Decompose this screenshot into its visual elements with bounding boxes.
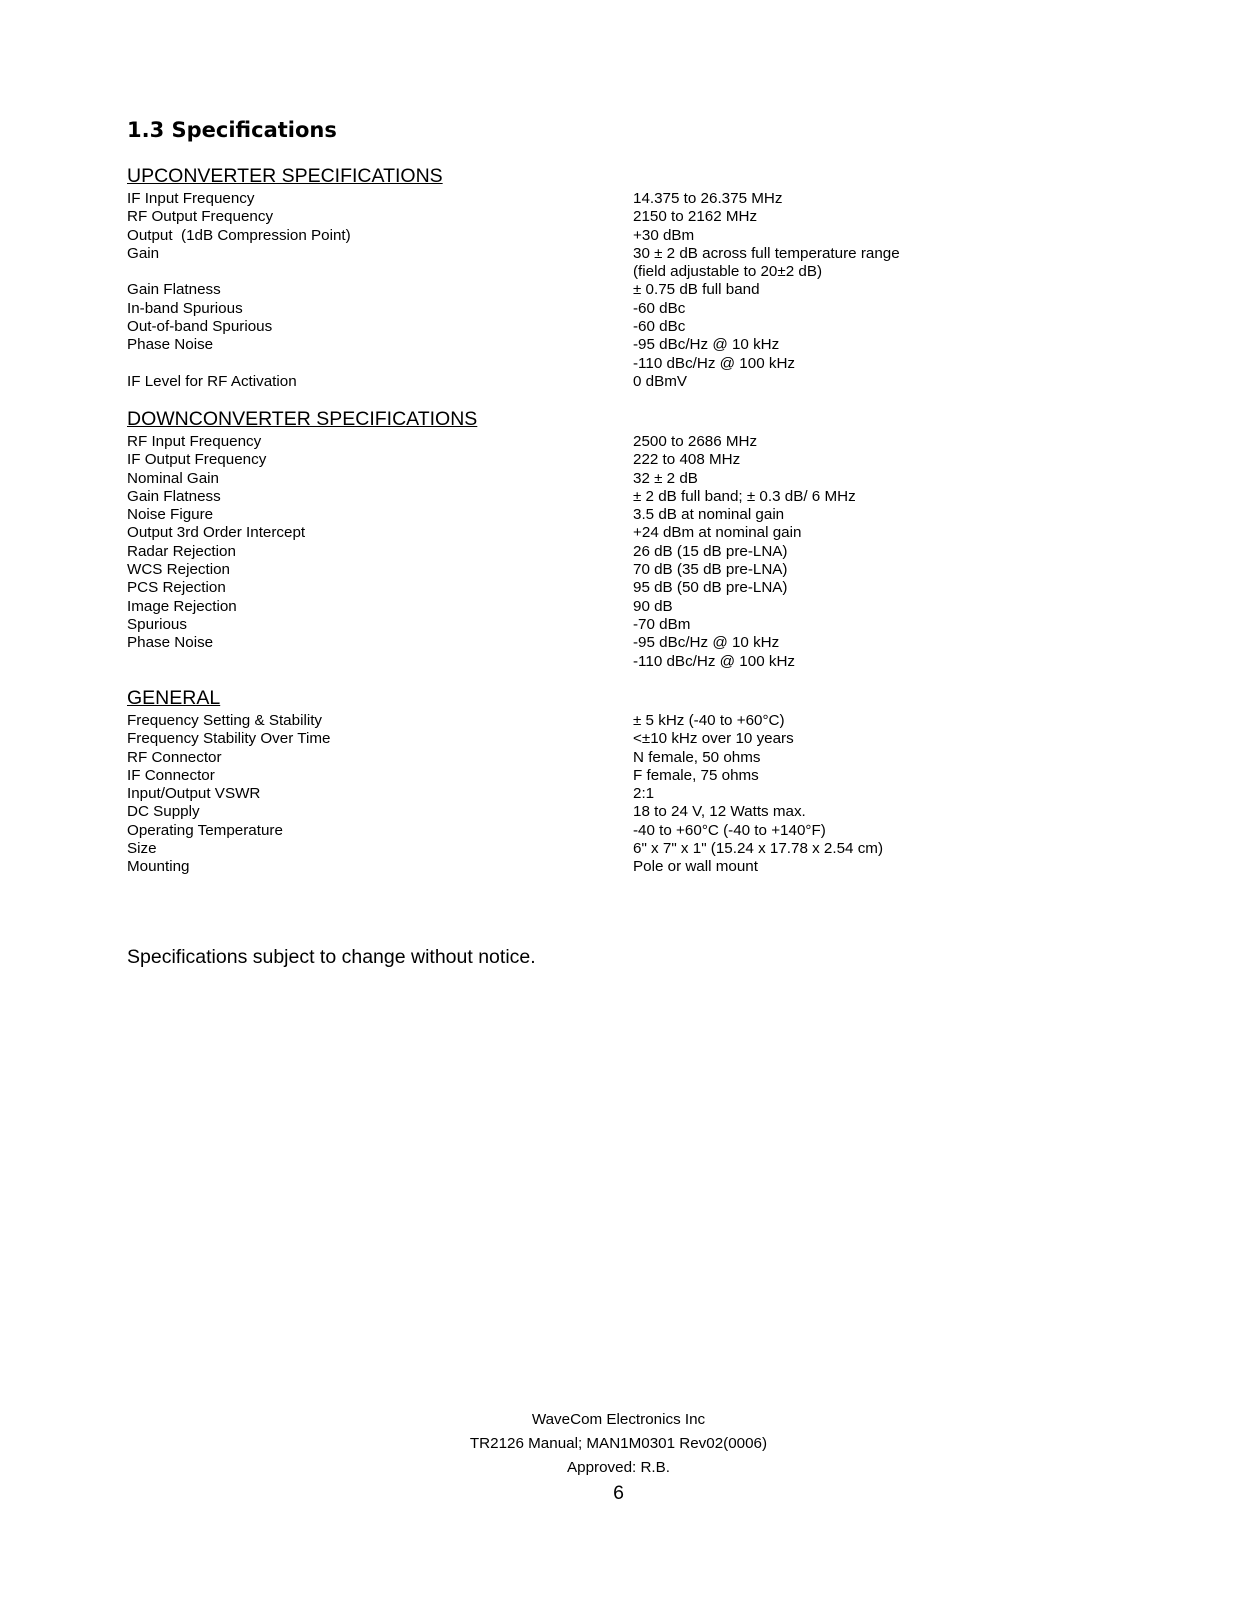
spec-value: ± 5 kHz (-40 to +60°C): [633, 712, 785, 729]
downconverter-section: [127, 407, 987, 671]
spec-row: [127, 506, 987, 524]
spec-row: [127, 227, 987, 245]
footer-approved: Approved: R.B.: [567, 1459, 670, 1476]
spec-value: 26 dB (15 dB pre-LNA): [633, 542, 788, 560]
spec-label: Nominal Gain: [127, 469, 220, 487]
spec-value: +24 dBm at nominal gain: [633, 524, 802, 542]
general-heading: GENERAL: [127, 687, 221, 709]
spec-label: Gain Flatness: [127, 281, 221, 299]
spec-row: [127, 208, 987, 226]
spec-value: 90 dB: [633, 597, 673, 615]
spec-value: F female, 75 ohms: [633, 766, 759, 784]
spec-label: PCS Rejection: [127, 579, 226, 597]
spec-row: [127, 543, 987, 561]
spec-row: [127, 245, 987, 282]
spec-row: [127, 433, 987, 451]
spec-label: RF Output Frequency: [127, 208, 274, 226]
spec-row: [127, 767, 987, 785]
spec-value: 70 dB (35 dB pre-LNA): [633, 561, 788, 579]
spec-label: Output (1dB Compression Point): [127, 226, 351, 244]
spec-value: 95 dB (50 dB pre-LNA): [633, 579, 788, 597]
upconverter-heading: UPCONVERTER SPECIFICATIONS: [127, 165, 443, 187]
spec-label: IF Connector: [127, 766, 215, 784]
spec-value: 222 to 408 MHz: [633, 451, 741, 469]
spec-value: 2:1: [633, 785, 655, 803]
spec-row: [127, 561, 987, 579]
spec-row: [127, 634, 987, 671]
spec-value: <±10 kHz over 10 years: [633, 730, 794, 748]
spec-label: Input/Output VSWR: [127, 785, 261, 803]
spec-label: Out-of-band Spurious: [127, 318, 273, 336]
page-number: 6: [613, 1482, 624, 1504]
spec-row: [127, 318, 987, 336]
spec-value: ± 2 dB full band; ± 0.3 dB/ 6 MHz: [633, 487, 856, 505]
spec-value: -60 dBc: [633, 318, 686, 336]
spec-row: [127, 730, 987, 748]
spec-value: 2150 to 2162 MHz: [633, 208, 758, 226]
spec-value: -95 dBc/Hz @ 10 kHz -110 dBc/Hz @ 100 kHz: [633, 336, 796, 372]
spec-label: Size: [127, 840, 157, 858]
spec-value: N female, 50 ohms: [633, 748, 761, 766]
spec-row: [127, 470, 987, 488]
spec-value: 2500 to 2686 MHz: [633, 433, 758, 450]
spec-row: [127, 712, 987, 730]
spec-value: -70 dBm: [633, 615, 691, 633]
spec-row: [127, 598, 987, 616]
spec-label: Image Rejection: [127, 597, 237, 615]
spec-label: IF Input Frequency: [127, 190, 255, 207]
spec-row: [127, 524, 987, 542]
spec-value: ± 0.75 dB full band: [633, 281, 760, 299]
spec-row: [127, 749, 987, 767]
spec-label: RF Connector: [127, 748, 222, 766]
spec-value: -40 to +60°C (-40 to +140°F): [633, 821, 826, 839]
spec-label: Mounting: [127, 858, 190, 876]
spec-row: [127, 451, 987, 469]
spec-row: [127, 336, 987, 373]
spec-row: [127, 785, 987, 803]
spec-label: Frequency Stability Over Time: [127, 730, 331, 748]
spec-label: Phase Noise: [127, 336, 214, 354]
spec-label: WCS Rejection: [127, 561, 230, 579]
spec-row: [127, 190, 987, 208]
spec-row: [127, 579, 987, 597]
spec-value: 0 dBmV: [633, 372, 688, 390]
spec-row: [127, 616, 987, 634]
spec-label: Operating Temperature: [127, 821, 283, 839]
notice-text: Specifications subject to change without notice.: [127, 946, 536, 968]
spec-value: -95 dBc/Hz @ 10 kHz -110 dBc/Hz @ 100 kHz: [633, 634, 796, 670]
spec-label: IF Level for RF Activation: [127, 372, 297, 390]
spec-row: [127, 858, 987, 876]
spec-row: [127, 840, 987, 858]
spec-value: +30 dBm: [633, 226, 695, 244]
spec-row: [127, 822, 987, 840]
spec-value: 18 to 24 V, 12 Watts max.: [633, 803, 806, 821]
spec-value: -60 dBc: [633, 299, 686, 317]
spec-row: [127, 281, 987, 299]
spec-label: IF Output Frequency: [127, 451, 267, 469]
spec-row: [127, 373, 987, 391]
spec-label: Gain Flatness: [127, 487, 221, 505]
spec-label: Radar Rejection: [127, 542, 236, 560]
spec-value: 32 ± 2 dB: [633, 469, 698, 487]
footer-company: WaveCom Electronics Inc: [531, 1411, 706, 1428]
spec-row: [127, 803, 987, 821]
page-title: 1.3 Specifications: [127, 118, 337, 142]
spec-label: Spurious: [127, 615, 187, 633]
spec-label: In-band Spurious: [127, 299, 243, 317]
spec-value: 30 ± 2 dB across full temperature range (field adjustable to 20±2 dB): [633, 244, 900, 281]
spec-label: Noise Figure: [127, 506, 214, 524]
spec-row: [127, 300, 987, 318]
spec-value: Pole or wall mount: [633, 858, 758, 876]
general-section: [127, 686, 987, 877]
downconverter-heading: DOWNCONVERTER SPECIFICATIONS: [127, 408, 478, 430]
spec-value: 14.375 to 26.375 MHz: [633, 190, 783, 207]
upconverter-section: [127, 164, 987, 391]
spec-row: [127, 488, 987, 506]
footer-manual: TR2126 Manual; MAN1M0301 Rev02(0006): [469, 1435, 768, 1452]
spec-label: Gain: [127, 244, 160, 262]
spec-label: Output 3rd Order Intercept: [127, 524, 306, 542]
spec-label: DC Supply: [127, 803, 200, 821]
spec-label: RF Input Frequency: [127, 433, 262, 450]
spec-label: Phase Noise: [127, 634, 214, 652]
spec-value: 3.5 dB at nominal gain: [633, 506, 785, 524]
spec-label: Frequency Setting & Stability: [127, 712, 323, 729]
spec-value: 6" x 7" x 1" (15.24 x 17.78 x 2.54 cm): [633, 840, 884, 858]
page-footer: [0, 1408, 1237, 1506]
